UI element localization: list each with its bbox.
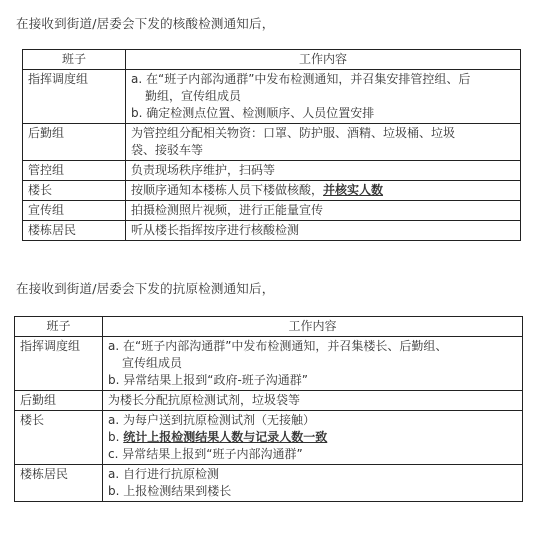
content-prefix: b.: [108, 430, 124, 444]
table-header-row: [23, 50, 521, 70]
content-text: 按顺序通知本楼栋人员下楼做核酸，: [131, 183, 324, 197]
team-cell: 管控组: [23, 161, 126, 181]
table-row: [23, 181, 521, 201]
content-cell: [103, 411, 523, 465]
team-cell: 指挥调度组: [23, 70, 126, 124]
team-cell: 楼长: [23, 181, 126, 201]
content-line: b. 上报检测结果到楼长: [108, 484, 232, 498]
content-line: a. 自行进行抗原检测: [108, 467, 219, 481]
team-cell: 宣传组: [23, 201, 126, 221]
content-cell: [126, 70, 521, 124]
content-line: 袋、接驳车等: [131, 143, 204, 157]
table-row: [15, 337, 523, 391]
table-header-row: [15, 317, 523, 337]
content-line: [108, 429, 517, 446]
header-content: 工作内容: [126, 50, 521, 70]
content-cell: [126, 124, 521, 161]
content-line: 宣传组成员: [122, 356, 183, 370]
content-line: b. 确定检测点位置、检测顺序、人员位置安排: [131, 106, 375, 120]
team-cell: 后勤组: [23, 124, 126, 161]
content-cell: [126, 181, 521, 201]
content-cell: 听从楼长指挥按序进行核酸检测: [126, 221, 521, 241]
antigen-table: [14, 316, 523, 502]
table-row: [23, 124, 521, 161]
content-line: 为管控组分配相关物资：口罩、防护服、酒精、垃圾桶、垃圾: [131, 126, 456, 140]
table-row: [15, 391, 523, 411]
team-cell: 指挥调度组: [15, 337, 103, 391]
header-content: 工作内容: [103, 317, 523, 337]
table-row: [23, 201, 521, 221]
table-row: [15, 411, 523, 465]
content-cell: [103, 465, 523, 502]
team-cell: 楼栋居民: [23, 221, 126, 241]
emphasis-text: 并核实人数: [323, 183, 384, 197]
table-row: [23, 70, 521, 124]
content-line: a. 在“班子内部沟通群”中发布检测通知，并召集安排管控组、后: [131, 72, 471, 86]
content-line: a. 在“班子内部沟通群”中发布检测通知，并召集楼长、后勤组、: [108, 339, 448, 353]
content-cell: 为楼长分配抗原检测试剂，垃圾袋等: [103, 391, 523, 411]
nucleic-intro: 在接收到街道/居委会下发的核酸检测通知后，: [16, 16, 275, 31]
content-line: c. 异常结果上报到“班子内部沟通群”: [108, 447, 303, 461]
content-cell: [103, 337, 523, 391]
content-cell: 拍摄检测照片视频，进行正能量宣传: [126, 201, 521, 221]
table-row: [23, 221, 521, 241]
content-line: 勤组，宣传组成员: [145, 89, 242, 103]
content-cell: 负责现场秩序维护，扫码等: [126, 161, 521, 181]
content-line: a. 为每户送到抗原检测试剂（无接触）: [108, 413, 315, 427]
nucleic-table: [22, 49, 521, 241]
team-cell: 楼长: [15, 411, 103, 465]
table-row: [15, 465, 523, 502]
emphasis-text: 统计上报检测结果人数与记录人数一致: [123, 430, 328, 444]
header-team: 班子: [23, 50, 126, 70]
team-cell: 后勤组: [15, 391, 103, 411]
content-line: b. 异常结果上报到“政府-班子沟通群”: [108, 373, 309, 387]
table-row: [23, 161, 521, 181]
team-cell: 楼栋居民: [15, 465, 103, 502]
header-team: 班子: [15, 317, 103, 337]
antigen-intro: 在接收到街道/居委会下发的抗原检测通知后，: [16, 281, 275, 296]
